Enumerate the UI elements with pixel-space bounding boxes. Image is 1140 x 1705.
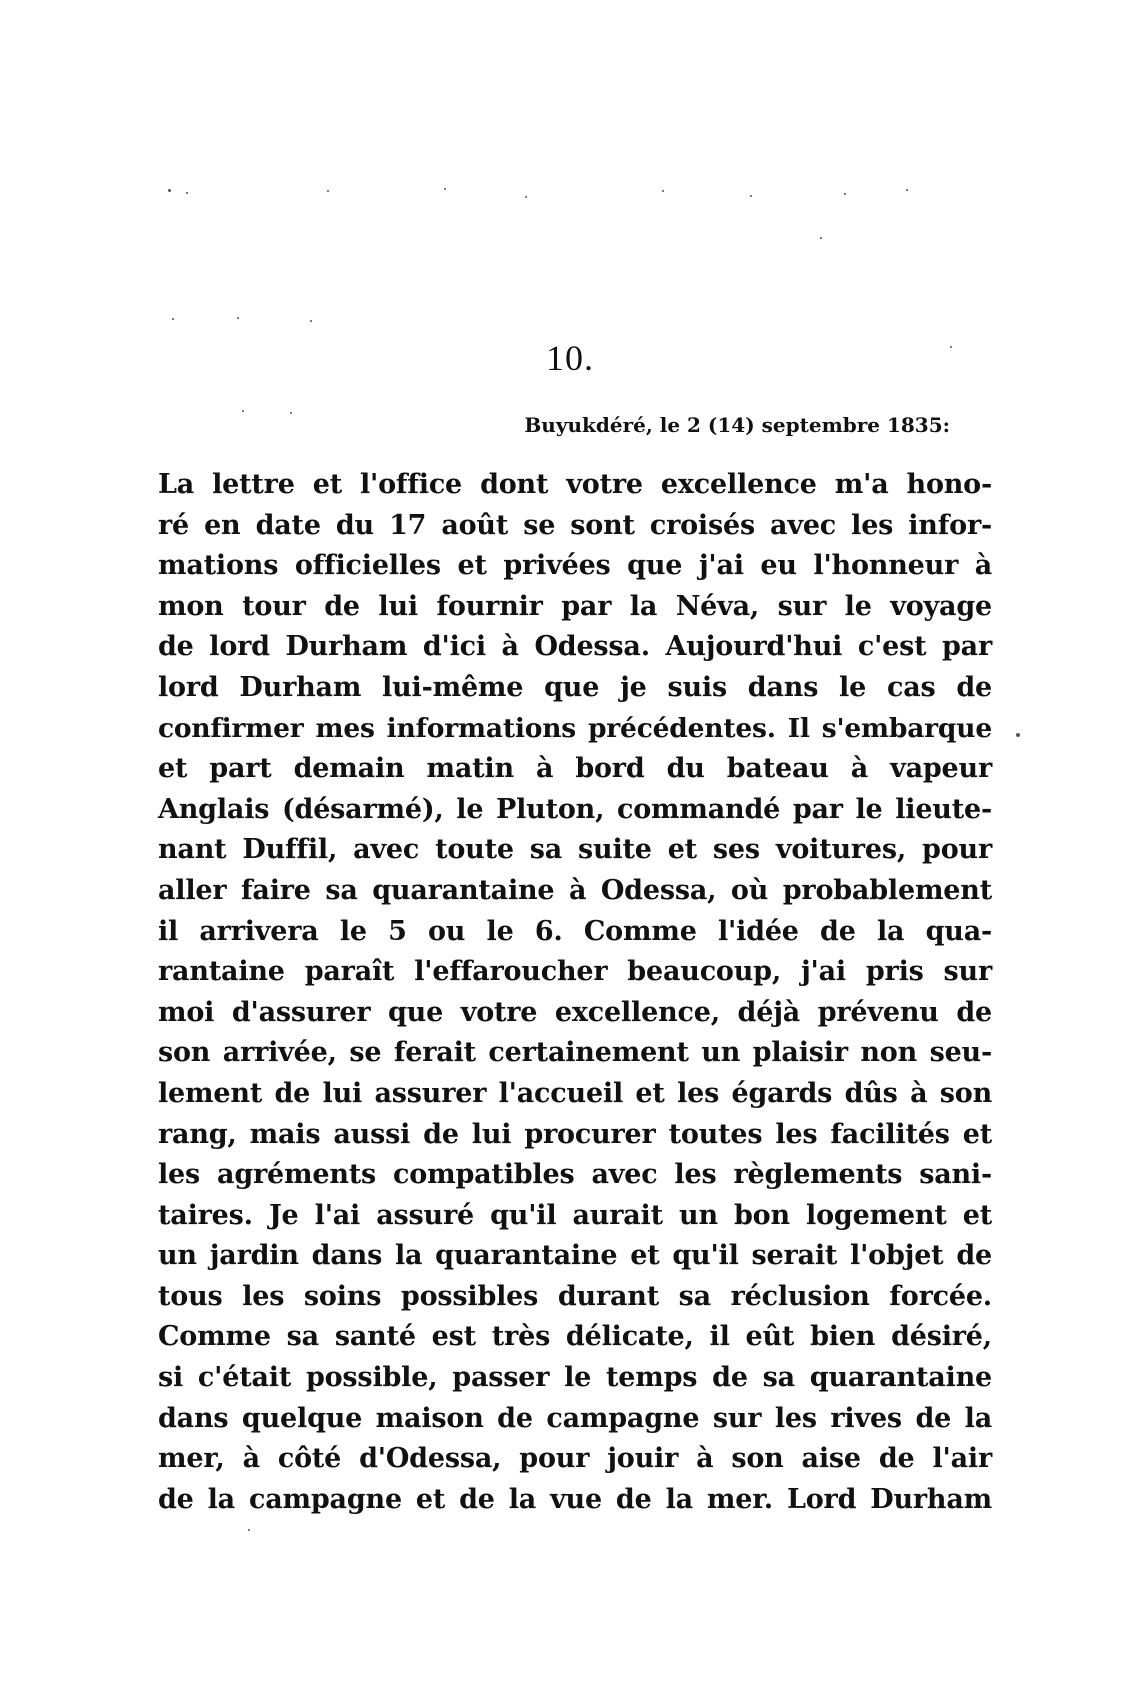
dateline: Buyukdéré, le 2 (14) septembre 1835: [524,413,950,437]
text-line: taires. Je l'ai assuré qu'il aurait un bon logement et [158,1199,992,1231]
text-line: nant Duffil, avec toute sa suite et ses voitures, pour [158,834,992,866]
text-line: son arrivée, se ferait certainement un plaisir non seu- [158,1037,992,1069]
text-line: Anglais (désarmé), le Pluton, commandé par le lieute- [158,793,992,825]
letter-body [158,465,992,1520]
text-line: il arrivera le 5 ou le 6. Comme l'idée de la qua- [158,915,992,947]
scan-speck [290,412,292,414]
text-line: rantaine paraît l'effaroucher beaucoup, j'ai pris sur [158,956,992,988]
scan-speck [844,193,846,195]
text-line: mations officielles et privées que j'ai eu l'honneur à [158,550,992,582]
scan-speck [525,196,527,198]
text-line: lement de lui assurer l'accueil et les égards dûs à son [158,1077,992,1109]
text-line: et part demain matin à bord du bateau à vapeur [158,753,992,785]
text-line: un jardin dans la quarantaine et qu'il serait l'objet de [158,1240,992,1272]
text-line: mer, à côté d'Odessa, pour jouir à son aise de l'air [158,1443,992,1475]
scan-speck [327,190,329,192]
scan-speck [172,318,174,320]
scan-speck [750,195,752,197]
text-line: aller faire sa quarantaine à Odessa, où probablement [158,874,992,906]
scan-speck [248,1529,250,1531]
text-line: rang, mais aussi de lui procurer toutes les facilités et [158,1118,992,1150]
text-line: si c'était possible, passer le temps de sa quarantaine [158,1362,992,1394]
text-line: tous les soins possibles durant sa réclusion forcée. [158,1280,992,1312]
scan-speck [242,410,244,412]
scan-speck [820,237,822,239]
document-number: 10. [546,338,594,378]
text-line: ré en date du 17 août se sont croisés avec les infor- [158,509,992,541]
text-line: moi d'assurer que votre excellence, déjà prévenu de [158,996,992,1028]
scan-speck [168,189,171,192]
scan-speck [237,317,239,319]
text-line: La lettre et l'office dont votre excellence m'a hono- [158,469,992,500]
scan-speck [906,189,908,191]
text-line: de la campagne et de la vue de la mer. Lord Durham [158,1483,992,1515]
text-line: mon tour de lui fournir par la Néva, sur le voyage [158,590,992,622]
text-line: dans quelque maison de campagne sur les rives de la [158,1402,992,1434]
scan-speck [444,188,446,190]
scan-speck [1016,733,1020,737]
text-line: lord Durham lui-même que je suis dans le cas de [158,671,992,703]
text-line: Comme sa santé est très délicate, il eût bien désiré, [158,1321,992,1353]
text-line: de lord Durham d'ici à Odessa. Aujourd'hui c'est par [158,631,992,663]
scan-speck [186,192,188,194]
text-line: les agréments compatibles avec les règlements sani- [158,1159,992,1191]
scan-speck [310,320,312,322]
scan-speck [662,190,664,192]
text-line: confirmer mes informations précédentes. Il s'embarque [158,712,992,744]
